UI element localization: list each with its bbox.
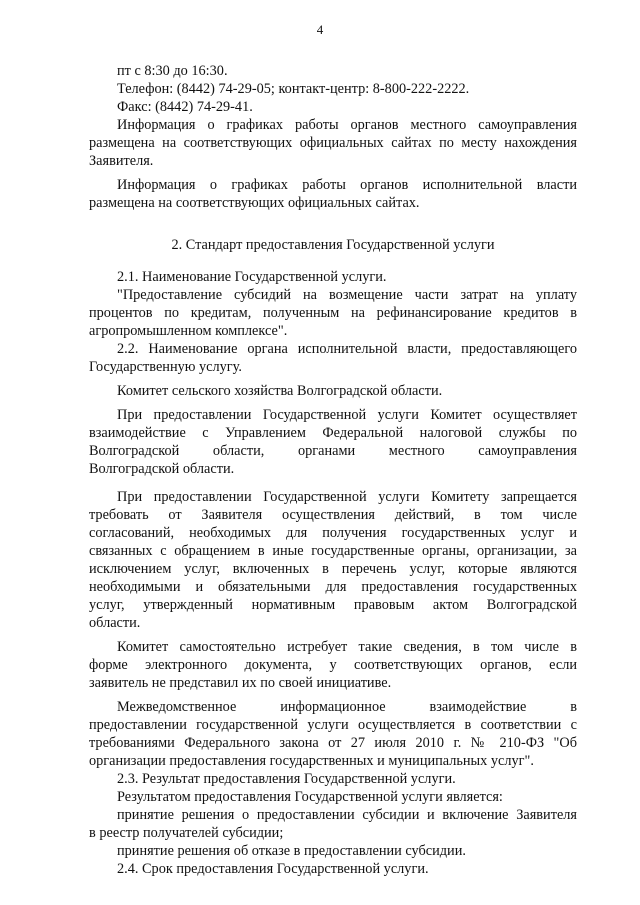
text-line: Информация о графиках работы органов исполнительной власти bbox=[117, 177, 577, 193]
text-line: При предоставлении Государственной услуги Комитету запрещается bbox=[117, 489, 577, 505]
result-item-refusal bbox=[89, 842, 577, 860]
phone-line: Телефон: (8442) 74-29-05; контакт-центр: 8-800-222-2222. bbox=[117, 81, 470, 97]
subsection-2-1-title bbox=[89, 268, 577, 286]
text-line: принятие решения об отказе в предоставлении субсидии. bbox=[117, 843, 466, 859]
text-line: необходимыми и обязательными для предоставления государственных bbox=[89, 579, 577, 595]
text-line: в реестр получателей субсидии; bbox=[89, 825, 284, 841]
paragraph-prohibition bbox=[89, 488, 577, 632]
text-line: При предоставлении Государственной услуги Комитет осуществляет bbox=[117, 407, 577, 423]
text-line: заявитель не представил их по своей инициативе. bbox=[89, 675, 392, 691]
text-line: требовать от Заявителя осуществления действий, в том числе bbox=[89, 507, 577, 523]
text-line: размещена на соответствующих официальных сайтах. bbox=[89, 195, 420, 211]
text-line: 2.4. Срок предоставления Государственной услуги. bbox=[117, 861, 429, 877]
paragraph-interaction bbox=[89, 406, 577, 478]
subsection-2-2-title bbox=[89, 340, 577, 376]
paragraph-local-government-schedules bbox=[89, 116, 577, 170]
schedule-line: пт с 8:30 до 16:30. bbox=[117, 63, 228, 79]
text-line: 2.3. Результат предоставления Государственной услуги. bbox=[117, 771, 456, 787]
text-line: форме электронного документа, у соответствующих органов, если bbox=[89, 657, 577, 673]
text-line: связанных с обращением в иные государственные органы, организации, за bbox=[89, 543, 577, 559]
text-line: Волгоградской области, органами местного самоуправления bbox=[89, 443, 577, 459]
text-line: области. bbox=[89, 615, 141, 631]
result-intro bbox=[89, 788, 577, 806]
text-line: Межведомственное информационное взаимодействие в bbox=[117, 699, 577, 715]
paragraph-executive-schedules bbox=[89, 176, 577, 212]
text-line: Государственную услугу. bbox=[89, 359, 242, 375]
text-line: агропромышленном комплексе". bbox=[89, 323, 288, 339]
text-line: размещена на соответствующих официальных сайтах по месту нахождения bbox=[89, 135, 577, 151]
text-line: Заявителя. bbox=[89, 153, 154, 169]
text-line: Информация о графиках работы органов местного самоуправления bbox=[117, 117, 577, 133]
text-line: Волгоградской области. bbox=[89, 461, 235, 477]
text-line: предоставлении государственной услуги осуществляется в соответствии с bbox=[89, 717, 577, 733]
subsection-2-4-title bbox=[89, 860, 577, 878]
text-line: "Предоставление субсидий на возмещение части затрат на уплату bbox=[117, 287, 577, 303]
text-line: процентов по кредитам, полученным на рефинансирование кредитов в bbox=[89, 305, 577, 321]
document-body bbox=[89, 62, 577, 878]
text-line: исключением услуг, включенных в перечень услуг, которые являются bbox=[89, 561, 577, 577]
text-line: взаимодействие с Управлением Федеральной налоговой службы по bbox=[89, 425, 577, 441]
text-line: 2.2. Наименование органа исполнительной власти, предоставляющего bbox=[117, 341, 577, 357]
text-line: Результатом предоставления Государственной услуги является: bbox=[117, 789, 503, 805]
paragraph-interagency bbox=[89, 698, 577, 770]
fax-line: Факс: (8442) 74-29-41. bbox=[117, 99, 253, 115]
text-line: услуг, утвержденный нормативным правовым актом Волгоградской bbox=[89, 597, 577, 613]
contact-block bbox=[89, 62, 577, 116]
text-line: согласований, необходимых для получения государственных услуг и bbox=[89, 525, 577, 541]
result-item-grant bbox=[89, 806, 577, 842]
page-number: 4 bbox=[316, 22, 324, 37]
text-line: Комитет самостоятельно истребует такие сведения, в том числе в bbox=[117, 639, 577, 655]
text-line: Комитет сельского хозяйства Волгоградской области. bbox=[117, 383, 443, 399]
paragraph-self-request bbox=[89, 638, 577, 692]
subsection-2-3-title bbox=[89, 770, 577, 788]
text-line: принятие решения о предоставлении субсидии и включение Заявителя bbox=[117, 807, 577, 823]
service-name-quote bbox=[89, 286, 577, 340]
text-line: организации предоставления государственных и муниципальных услуг". bbox=[89, 753, 534, 769]
section-heading: 2. Стандарт предоставления Государственной услуги bbox=[171, 237, 495, 253]
text-line: требованиями Федерального закона от 27 июля 2010 г. № 210-ФЗ "Об bbox=[89, 735, 577, 751]
text-line: 2.1. Наименование Государственной услуги. bbox=[117, 269, 387, 285]
committee-name bbox=[89, 382, 577, 400]
